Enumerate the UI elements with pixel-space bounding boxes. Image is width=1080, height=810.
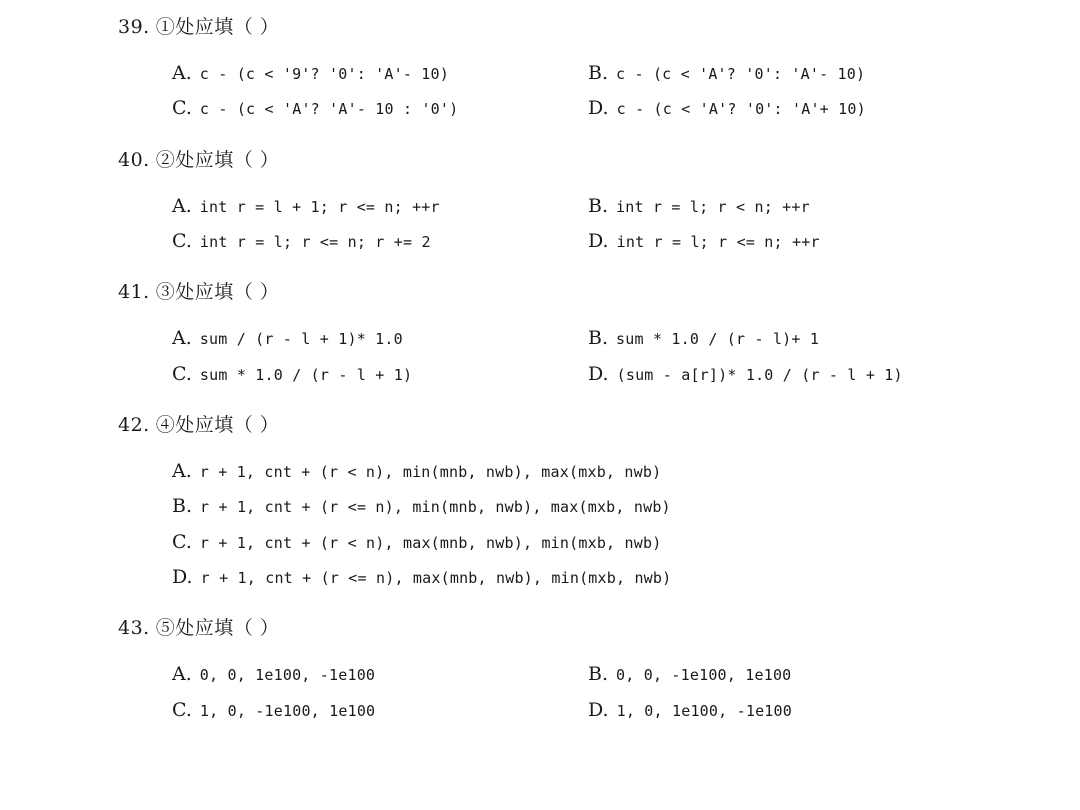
option-41-c [172,363,412,386]
option-39-d [588,97,866,120]
option-letter: D. [588,97,609,119]
question-42-title [118,413,279,437]
option-code: r + 1, cnt + (r <= n), min(mnb, nwb), max(mxb, nwb) [200,498,671,516]
question-number: 41. [118,281,150,303]
question-number: 42. [118,414,150,436]
option-code: 1, 0, 1e100, -1e100 [616,702,792,720]
option-letter: B. [588,327,609,349]
option-42-a [172,460,661,483]
option-40-c [172,230,431,253]
option-41-d [588,363,903,386]
option-42-c [172,531,661,554]
option-letter: B. [172,495,193,517]
option-letter: B. [588,62,609,84]
option-code: r + 1, cnt + (r <= n), max(mnb, nwb), min(mxb, nwb) [200,569,672,587]
option-code: int r = l; r <= n; r += 2 [199,233,431,251]
option-code: int r = l; r < n; ++r [616,198,810,216]
option-letter: C. [172,699,192,721]
question-number: 40. [118,149,150,171]
option-letter: A. [172,195,192,217]
question-stem: ⑤处应填（ ） [155,617,280,639]
option-letter: C. [172,97,192,119]
option-code: c - (c < 'A'? '0': 'A'- 10) [616,65,866,83]
option-code: c - (c < '9'? '0': 'A'- 10) [199,65,449,83]
option-code: r + 1, cnt + (r < n), min(mnb, nwb), max(mxb, nwb) [199,463,662,481]
option-43-c [172,699,375,722]
option-43-d [588,699,792,722]
question-stem: ①处应填（ ） [155,16,280,38]
option-letter: A. [172,62,192,84]
option-code: 1, 0, -1e100, 1e100 [199,702,376,720]
option-code: int r = l + 1; r <= n; ++r [199,198,440,216]
question-stem: ④处应填（ ） [155,414,280,436]
option-code: sum * 1.0 / (r - l)+ 1 [616,330,820,348]
option-code: c - (c < 'A'? '0': 'A'+ 10) [616,100,866,118]
option-letter: D. [172,566,193,588]
option-code: r + 1, cnt + (r < n), max(mnb, nwb), min(mxb, nwb) [199,534,662,552]
option-code: c - (c < 'A'? 'A'- 10 : '0') [199,100,459,118]
question-number: 43. [118,617,150,639]
option-letter: C. [172,531,192,553]
question-41-title [118,280,279,304]
option-41-a [172,327,403,350]
question-40-title [118,148,279,172]
option-39-a [172,62,449,85]
option-43-a [172,663,375,686]
option-letter: A. [172,460,192,482]
option-40-a [172,195,440,218]
option-code: sum / (r - l + 1)* 1.0 [199,330,403,348]
question-43-title [118,616,279,640]
option-40-d [588,230,820,253]
option-40-b [588,195,810,218]
question-39-title [118,15,279,39]
question-stem: ②处应填（ ） [155,149,280,171]
option-letter: A. [172,663,192,685]
option-letter: C. [172,363,192,385]
option-39-b [588,62,865,85]
option-41-b [588,327,819,350]
option-42-d [172,566,671,589]
option-letter: D. [588,363,609,385]
option-letter: B. [588,663,609,685]
option-42-b [172,495,671,518]
option-code: sum * 1.0 / (r - l + 1) [199,366,413,384]
option-letter: D. [588,230,609,252]
option-letter: B. [588,195,609,217]
question-stem: ③处应填（ ） [155,281,280,303]
option-code: 0, 0, -1e100, 1e100 [616,666,792,684]
option-letter: C. [172,230,192,252]
option-letter: D. [588,699,609,721]
option-letter: A. [172,327,192,349]
question-number: 39. [118,16,150,38]
option-43-b [588,663,791,686]
option-code: int r = l; r <= n; ++r [616,233,820,251]
option-code: 0, 0, 1e100, -1e100 [199,666,376,684]
option-39-c [172,97,458,120]
option-code: (sum - a[r])* 1.0 / (r - l + 1) [616,366,903,384]
